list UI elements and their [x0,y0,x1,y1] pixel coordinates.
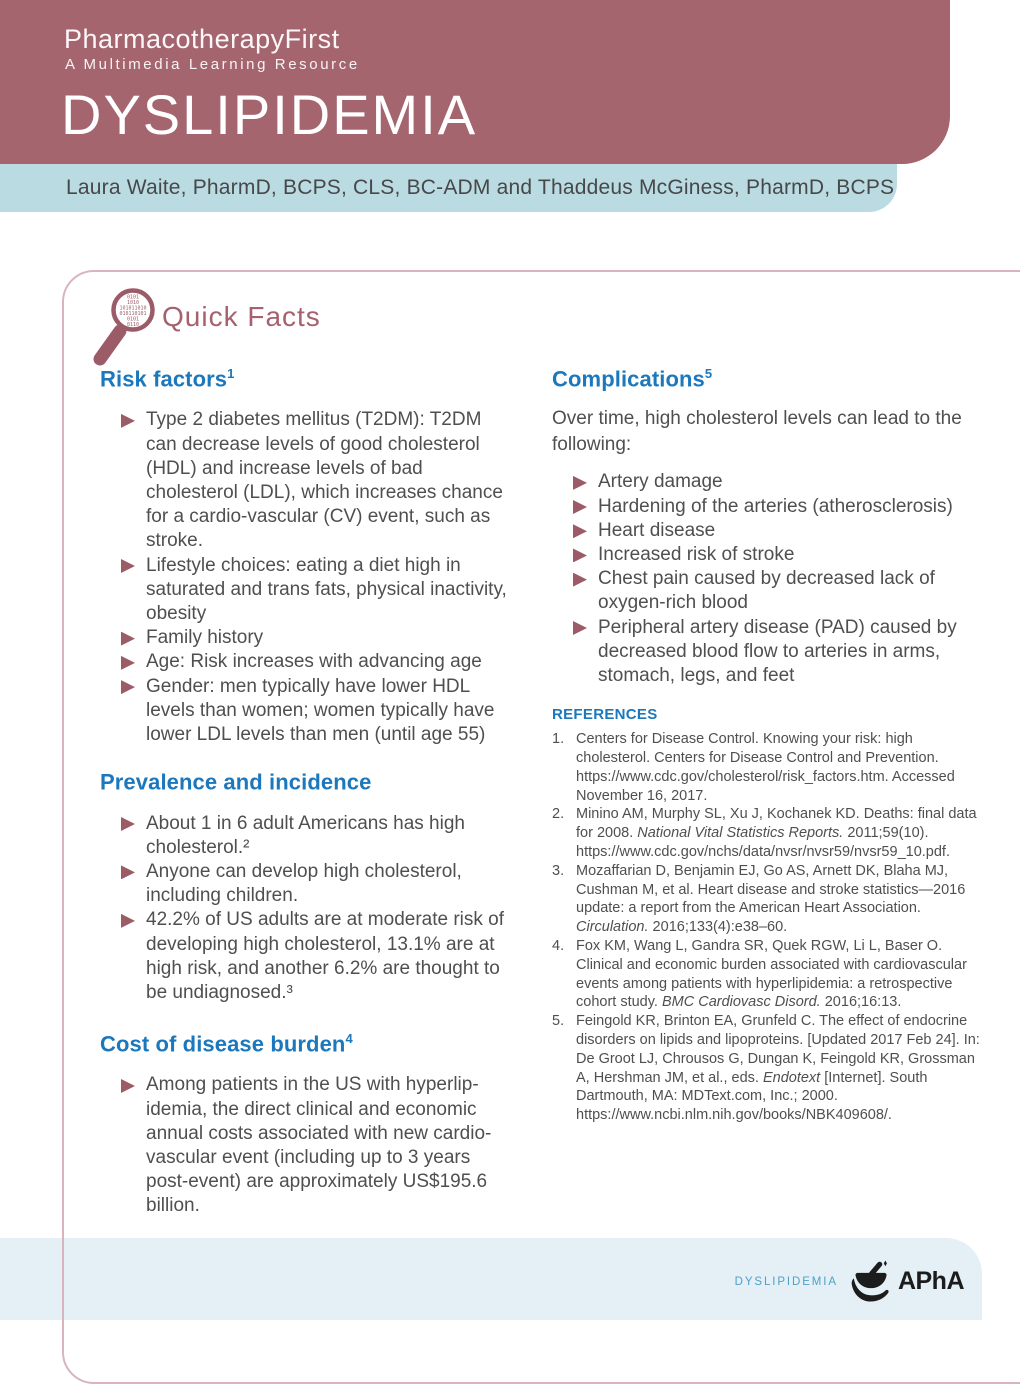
bullet-text: Hardening of the arteries (atherosclerosis) [598,495,953,517]
risk-factors-heading [100,366,514,392]
mortar-pestle-icon [851,1260,893,1303]
references-heading: REFERENCES [552,706,658,724]
reference-item [552,862,982,937]
bullet-triangle-icon [121,1079,135,1093]
svg-text:0101: 0101 [126,294,140,301]
risk-factors-list [100,408,514,747]
bullet-text: Anyone can develop high cholesterol, including children. [146,860,462,907]
bullet-item [100,408,514,553]
bullet-triangle-icon [121,865,135,879]
right-column [552,366,982,1219]
reference-item [552,730,982,805]
bullet-triangle-icon [121,632,135,646]
bullet-triangle-icon [573,524,587,538]
references-list [552,730,982,1125]
bullet-triangle-icon [121,817,135,831]
heading-superscript: 1 [227,366,235,381]
bullet-item [100,626,514,650]
quick-facts-columns [100,366,982,1219]
footer-doc-label: DYSLIPIDEMIA [734,1275,838,1288]
bullet-text: Increased risk of stroke [598,543,795,565]
bullet-triangle-icon [121,559,135,573]
svg-text:0101: 0101 [126,316,140,323]
bullet-text: About 1 in 6 adult Americans has high cholesterol.² [146,812,465,858]
bullet-text: Age: Risk increases with advancing age [146,651,482,673]
header-banner [0,0,950,164]
brand-name: PharmacotherapyFirst [64,24,340,54]
reference-number: 4. [552,937,565,954]
svg-text:1010: 1010 [126,300,140,306]
heading-superscript: 5 [704,366,713,381]
bullet-item [100,675,514,748]
authors-byline: Laura Waite, PharmD, BCPS, CLS, BC-ADM and Thaddeus McGiness, PharmD, BCPS [66,176,895,199]
reference-text: Mozaffarian D, Benjamin EJ, Go AS, Arnett DK, Blaha MJ, Cushman M, et al. Heart disease and stroke statistics—2016 update: a report from the American Heart Association. Circulation. 2016;133(4):e38–60. [576,862,966,936]
bullet-text: Type 2 diabetes mellitus (T2DM): T2DM can decrease levels of good cholesterol (HDL) and increase levels of bad cholesterol (LDL), which increases chance for a cardio-vascular (CV) event, such as stroke. [146,409,503,552]
cost-heading [100,1031,514,1057]
heading-text: Risk factors [100,366,228,392]
bullet-triangle-icon [121,680,135,694]
reference-item [552,937,982,1012]
bullet-triangle-icon [573,621,587,635]
heading-text: Cost of disease burden [100,1031,346,1057]
bullet-triangle-icon [573,548,587,562]
bullet-text: Heart disease [598,519,716,541]
reference-text: Minino AM, Murphy SL, Xu J, Kochanek KD. Deaths: final data for 2008. National Vital Statistics Reports. 2011;59(10). https://www.cdc.gov/nchs/data/nvsr/nvsr59/nvsr59_10.pdf. [576,806,977,860]
bullet-text: Lifestyle choices: eating a diet high in saturated and trans fats, physical inactivity, obesity [146,554,507,624]
reference-number: 5. [552,1013,565,1030]
apha-logo [851,1260,964,1303]
svg-text:101011010: 101011010 [119,305,147,312]
bullet-item [100,908,514,1005]
bullet-text: Artery damage [598,471,723,493]
cost-section [100,1031,514,1219]
quick-facts-title: Quick Facts [162,301,321,332]
svg-text:010110101: 010110101 [119,311,147,317]
bullet-text: Family history [146,627,264,649]
bullet-item [552,495,982,519]
reference-text: Centers for Disease Control. Knowing your risk: high cholesterol. Centers for Disease Control and Prevention. https://www.cdc.gov/cholesterol/risk_factors.htm. Accessed November 16, 2017. [576,731,955,804]
complications-heading [552,366,982,392]
complications-intro: Over time, high cholesterol levels can lead to the following: [552,408,962,456]
svg-text:0110: 0110 [126,322,140,328]
mortar-bowl-shape [855,1273,886,1288]
bullet-triangle-icon [573,476,587,490]
reference-text: Feingold KR, Brinton EA, Grunfeld C. The effect of endocrine disorders on lipids and lipoproteins. [Updated 2017 Feb 24]. In: De Groot LJ, Chrousos G, Dungan K, Feingold KR, Grossman A, Hershman JM, et al., eds. Endotext [Internet]. South Dartmouth, MA: MDText.com, Inc.; 2000. https://www.ncbi.nlm.nih.gov/books/NBK409608/. [576,1013,980,1124]
references-section [552,706,982,1125]
heading-text: Prevalence and incidence [100,769,372,795]
reference-item [552,1012,982,1125]
risk-factors-section [100,366,514,747]
bullet-triangle-icon [573,500,587,514]
prevalence-list [100,812,514,1006]
bullet-triangle-icon [121,414,135,428]
bullet-item [552,567,982,615]
reference-number: 1. [552,731,565,748]
bullet-text: 42.2% of US adults are at moderate risk of developing high cholesterol, 13.1% are at high risk, and another 6.2% are thought to be undiagnosed.³ [146,909,505,1003]
apha-logo-text: APhA [897,1267,964,1295]
document-title: DYSLIPIDEMIA [61,83,478,146]
bullet-text: Peripheral artery disease (PAD) caused by decreased blood flow to arteries in arms, stomach, legs, and feet [598,616,957,686]
bullet-triangle-icon [121,914,135,928]
bullet-item [100,1073,514,1218]
sparkle-shape [884,1261,887,1267]
bullet-item [552,616,982,689]
bullet-triangle-icon [121,656,135,670]
reference-text: Fox KM, Wang L, Gandra SR, Quek RGW, Li L, Baser O. Clinical and economic burden associated with cardiovascular events among patients with hyperlipidemia: a retrospective cohort study. BMC Cardiovasc Disord. 2016;16:13. [576,937,967,1011]
prevalence-section [100,769,514,1005]
magnifier-data-icon [90,283,165,369]
bullet-triangle-icon [573,573,587,587]
complications-section [552,366,982,688]
bullet-text: Among patients in the US with hyperlip-idemia, the direct clinical and economic annual costs associated with new cardio-vascular event (including up to 3 years post-event) are approximately US$195.6 billion. [146,1074,492,1217]
bullet-text: Gender: men typically have lower HDL levels than women; women typically have lower LDL levels than men (until age 55) [146,675,495,745]
left-column [100,366,514,1219]
pestle-shape [871,1264,879,1274]
bullet-item [100,860,514,908]
reference-number: 3. [552,862,565,879]
bullet-item [552,543,982,567]
bullet-item [100,650,514,674]
bullet-item [552,519,982,543]
bullet-item [552,470,982,494]
prevalence-heading [100,769,514,795]
bullet-text: Chest pain caused by decreased lack of oxygen-rich blood [598,568,935,614]
complications-list [552,470,982,688]
brand-tagline: A Multimedia Learning Resource [65,56,360,73]
magnifier-handle [100,331,120,359]
heading-superscript: 4 [345,1031,353,1047]
cost-list [100,1073,514,1218]
reference-number: 2. [552,806,565,823]
heading-text: Complications [552,366,705,392]
footer-content [735,1260,964,1303]
bullet-item [100,554,514,627]
bullet-item [100,812,514,860]
reference-item [552,805,982,861]
quick-facts-panel [62,270,1020,1384]
